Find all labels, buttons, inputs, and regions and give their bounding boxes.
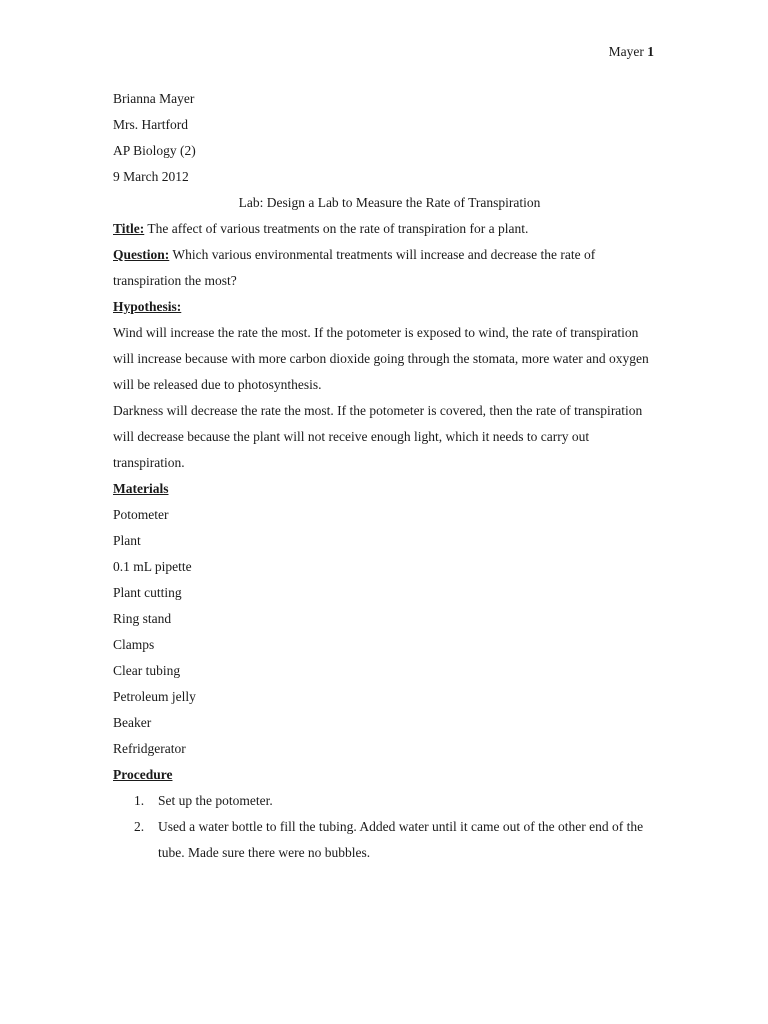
material-item: 0.1 mL pipette [113,559,192,574]
header-name: Mayer [608,44,644,59]
procedure-heading: Procedure [113,767,173,782]
step-number: 1. [134,793,145,808]
date: 9 March 2012 [113,169,189,184]
step-number: 2. [134,819,145,834]
student-name: Brianna Mayer [113,91,195,106]
material-item: Clamps [113,637,155,652]
course-name: AP Biology (2) [113,143,196,158]
material-item: Beaker [113,715,152,730]
title-line [113,216,658,242]
material-item: Refridgerator [113,741,186,756]
title-label: Title: [113,221,145,236]
procedure-step [113,788,658,814]
step-text: Used a water bottle to fill the tubing. Added water until it came out of the other end of the tube. Made sure there were no bubbles. [158,819,644,860]
document-body [113,86,658,866]
title-text: The affect of various treatments on the rate of transpiration for a plant. [144,221,529,236]
question-label: Question: [113,247,170,262]
materials-heading: Materials [113,481,169,496]
material-item: Plant [113,533,141,548]
hypothesis-heading: Hypothesis: [113,299,182,314]
teacher-name: Mrs. Hartford [113,117,188,132]
question-paragraph [113,242,658,294]
hypothesis-paragraph-darkness: Darkness will decrease the rate the most. If the potometer is covered, then the rate of transpiration will decrease because the plant will not receive enough light, which it needs to carry out transpiration. [113,403,643,470]
hypothesis-paragraph-wind: Wind will increase the rate the most. If the potometer is exposed to wind, the rate of transpiration will increase because with more carbon dioxide going through the stomata, more water and oxygen will be released due to photosynthesis. [113,325,649,392]
page-number: 1 [647,44,654,59]
material-item: Plant cutting [113,585,182,600]
page-header [609,44,654,60]
material-item: Potometer [113,507,169,522]
step-text: Set up the potometer. [158,793,273,808]
material-item: Ring stand [113,611,172,626]
procedure-list [113,788,658,866]
material-item: Petroleum jelly [113,689,196,704]
lab-title: Lab: Design a Lab to Measure the Rate of Transpiration [238,195,541,210]
question-text: Which various environmental treatments will increase and decrease the rate of transpiration the most? [113,247,596,288]
procedure-step [113,814,658,866]
material-item: Clear tubing [113,663,181,678]
